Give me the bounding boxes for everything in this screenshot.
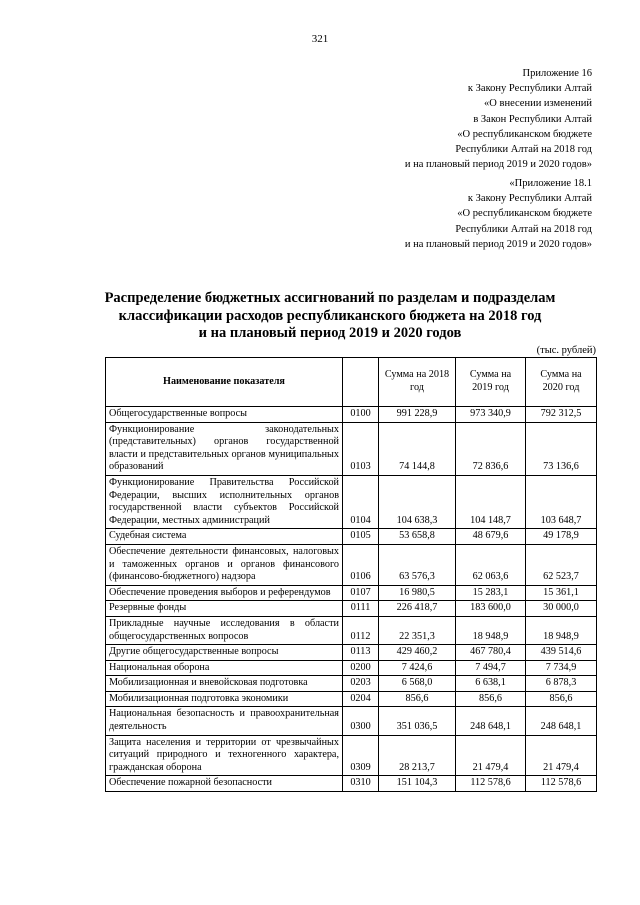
row-name-cell: Мобилизационная и вневойсковая подготовка <box>106 676 343 692</box>
row-name-cell: Мобилизационная подготовка экономики <box>106 691 343 707</box>
row-amount-2020-cell: 439 514,6 <box>526 645 597 661</box>
row-name-cell: Функционирование Правительства Российской Федерации, высших исполнительных органов государственной власти субъектов Российской Федерации, местных администраций <box>106 475 343 528</box>
title-line: Распределение бюджетных ассигнований по разделам и подразделам <box>104 290 556 306</box>
table-row <box>106 601 597 617</box>
row-name-cell: Прикладные научные исследования в области общегосударственных вопросов <box>106 616 343 644</box>
row-code-cell: 0104 <box>343 475 379 528</box>
table-row <box>106 407 597 423</box>
row-amount-2018-cell: 74 144,8 <box>379 422 456 475</box>
row-name-cell: Функционирование законодательных (представительных) органов государственной власти и представительных органов муниципальных образований <box>106 422 343 475</box>
row-amount-2019-cell: 183 600,0 <box>456 601 526 617</box>
row-name-cell: Национальная оборона <box>106 660 343 676</box>
row-amount-2019-cell: 467 780,4 <box>456 645 526 661</box>
row-name-cell: Судебная система <box>106 529 343 545</box>
row-amount-2019-cell: 72 836,6 <box>456 422 526 475</box>
row-amount-2018-cell: 104 638,3 <box>379 475 456 528</box>
row-amount-2020-cell: 49 178,9 <box>526 529 597 545</box>
row-amount-2020-cell: 248 648,1 <box>526 707 597 735</box>
row-amount-2019-cell: 15 283,1 <box>456 585 526 601</box>
header-2018: Сумма на 2018 год <box>379 358 456 407</box>
table-row <box>106 660 597 676</box>
annex-line: Приложение 16 <box>522 68 592 79</box>
row-amount-2018-cell: 856,6 <box>379 691 456 707</box>
table-row <box>106 529 597 545</box>
units-label: (тыс. рублей) <box>536 345 596 356</box>
document-title <box>60 290 600 343</box>
row-code-cell: 0103 <box>343 422 379 475</box>
row-code-cell: 0112 <box>343 616 379 644</box>
row-amount-2018-cell: 151 104,3 <box>379 776 456 792</box>
row-amount-2019-cell: 973 340,9 <box>456 407 526 423</box>
row-code-cell: 0203 <box>343 676 379 692</box>
row-code-cell: 0200 <box>343 660 379 676</box>
row-amount-2019-cell: 48 679,6 <box>456 529 526 545</box>
row-amount-2019-cell: 18 948,9 <box>456 616 526 644</box>
row-code-cell: 0204 <box>343 691 379 707</box>
row-amount-2020-cell: 103 648,7 <box>526 475 597 528</box>
row-amount-2018-cell: 6 568,0 <box>379 676 456 692</box>
row-amount-2020-cell: 73 136,6 <box>526 422 597 475</box>
row-amount-2018-cell: 16 980,5 <box>379 585 456 601</box>
row-code-cell: 0309 <box>343 735 379 776</box>
table-body <box>106 407 597 792</box>
row-amount-2018-cell: 226 418,7 <box>379 601 456 617</box>
row-amount-2018-cell: 63 576,3 <box>379 544 456 585</box>
row-amount-2019-cell: 112 578,6 <box>456 776 526 792</box>
annex-line: «О республиканском бюджете <box>457 128 592 140</box>
row-amount-2018-cell: 28 213,7 <box>379 735 456 776</box>
header-2020: Сумма на 2020 год <box>526 358 597 407</box>
row-name-cell: Общегосударственные вопросы <box>106 407 343 423</box>
row-code-cell: 0106 <box>343 544 379 585</box>
annex-18-1-header <box>405 176 592 252</box>
table-row <box>106 735 597 776</box>
header-code <box>343 358 379 407</box>
table-row <box>106 544 597 585</box>
row-amount-2018-cell: 7 424,6 <box>379 660 456 676</box>
row-name-cell: Обеспечение проведения выборов и референдумов <box>106 585 343 601</box>
row-code-cell: 0300 <box>343 707 379 735</box>
row-amount-2019-cell: 62 063,6 <box>456 544 526 585</box>
table-header-row <box>106 358 597 407</box>
table-row <box>106 645 597 661</box>
title-line: и на плановый период 2019 и 2020 годов <box>198 325 462 341</box>
annex-16-header <box>405 66 592 172</box>
table-row <box>106 475 597 528</box>
annex-line: и на плановый период 2019 и 2020 годов» <box>404 159 592 171</box>
row-amount-2020-cell: 112 578,6 <box>526 776 597 792</box>
row-name-cell: Другие общегосударственные вопросы <box>106 645 343 661</box>
row-amount-2019-cell: 248 648,1 <box>456 707 526 735</box>
table-row <box>106 585 597 601</box>
annex-line: «О республиканском бюджете <box>457 208 592 220</box>
row-amount-2020-cell: 856,6 <box>526 691 597 707</box>
row-code-cell: 0107 <box>343 585 379 601</box>
table-row <box>106 616 597 644</box>
row-amount-2019-cell: 856,6 <box>456 691 526 707</box>
annex-line: Республики Алтай на 2018 год <box>455 144 592 156</box>
row-amount-2019-cell: 21 479,4 <box>456 735 526 776</box>
row-amount-2018-cell: 22 351,3 <box>379 616 456 644</box>
row-amount-2018-cell: 429 460,2 <box>379 645 456 661</box>
row-code-cell: 0105 <box>343 529 379 545</box>
row-amount-2018-cell: 351 036,5 <box>379 707 456 735</box>
annex-line: в Закон Республики Алтай <box>473 113 592 125</box>
header-name: Наименование показателя <box>106 358 343 407</box>
annex-line: к Закону Республики Алтай <box>467 193 592 205</box>
row-amount-2018-cell: 53 658,8 <box>379 529 456 545</box>
row-amount-2020-cell: 7 734,9 <box>526 660 597 676</box>
table-row <box>106 676 597 692</box>
row-amount-2018-cell: 991 228,9 <box>379 407 456 423</box>
row-amount-2020-cell: 18 948,9 <box>526 616 597 644</box>
row-amount-2019-cell: 7 494,7 <box>456 660 526 676</box>
table-row <box>106 707 597 735</box>
row-name-cell: Национальная безопасность и правоохранительная деятельность <box>106 707 343 735</box>
row-amount-2020-cell: 30 000,0 <box>526 601 597 617</box>
row-name-cell: Обеспечение деятельности финансовых, налоговых и таможенных органов и органов финансового (финансово-бюджетного) надзора <box>106 544 343 585</box>
annex-line: и на плановый период 2019 и 2020 годов» <box>404 238 592 250</box>
annex-line: «О внесении изменений <box>484 98 592 110</box>
row-name-cell: Резервные фонды <box>106 601 343 617</box>
annex-line: к Закону Республики Алтай <box>467 83 592 95</box>
row-code-cell: 0310 <box>343 776 379 792</box>
annex-line: Республики Алтай на 2018 год <box>455 223 592 235</box>
row-amount-2019-cell: 104 148,7 <box>456 475 526 528</box>
row-name-cell: Защита населения и территории от чрезвычайных ситуаций природного и техногенного характера, гражданская оборона <box>106 735 343 776</box>
row-amount-2020-cell: 792 312,5 <box>526 407 597 423</box>
table-row <box>106 422 597 475</box>
page-number: 321 <box>311 33 329 45</box>
row-amount-2020-cell: 21 479,4 <box>526 735 597 776</box>
row-amount-2020-cell: 62 523,7 <box>526 544 597 585</box>
annex-line: «Приложение 18.1 <box>509 178 592 189</box>
row-code-cell: 0113 <box>343 645 379 661</box>
row-amount-2020-cell: 15 361,1 <box>526 585 597 601</box>
title-line: классификации расходов республиканского бюджета на 2018 год <box>118 307 542 324</box>
row-code-cell: 0111 <box>343 601 379 617</box>
row-amount-2019-cell: 6 638,1 <box>456 676 526 692</box>
header-2019: Сумма на 2019 год <box>456 358 526 407</box>
budget-table <box>105 357 597 792</box>
table-row <box>106 691 597 707</box>
row-code-cell: 0100 <box>343 407 379 423</box>
row-name-cell: Обеспечение пожарной безопасности <box>106 776 343 792</box>
row-amount-2020-cell: 6 878,3 <box>526 676 597 692</box>
table-row <box>106 776 597 792</box>
